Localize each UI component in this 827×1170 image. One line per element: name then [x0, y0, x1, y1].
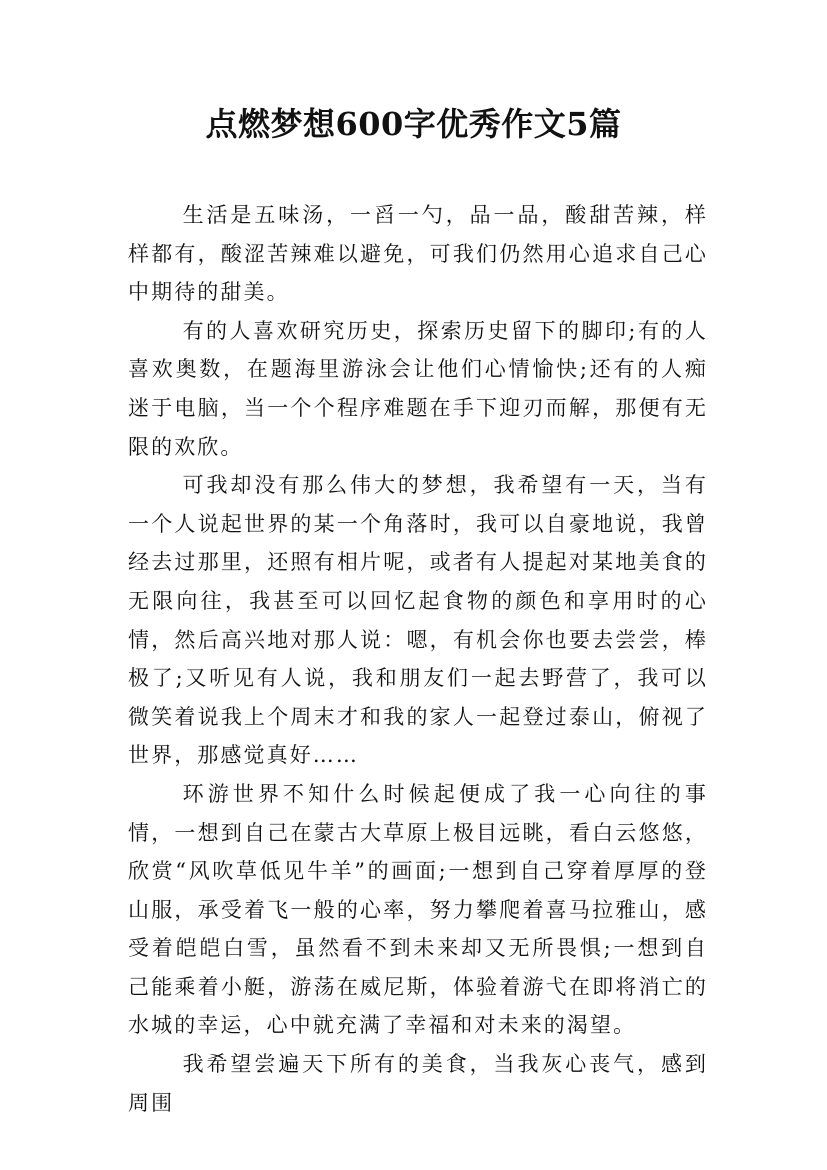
- document-body: [128, 196, 708, 1122]
- paragraph: 我希望尝遍天下所有的美食，当我灰心丧气，感到周围: [128, 1052, 708, 1115]
- paragraph: 生活是五味汤，一舀一勺，品一品，酸甜苦辣，样样都有，酸涩苦辣难以避免，可我们仍然用心追求自己心中期待的甜美。: [128, 203, 708, 305]
- paragraph: 有的人喜欢研究历史，探索历史留下的脚印;有的人喜欢奥数，在题海里游泳会让他们心情愉快;还有的人痴迷于电脑，当一个个程序难题在手下迎刃而解，那便有无限的欢欣。: [128, 318, 708, 459]
- paragraph: 环游世界不知什么时候起便成了我一心向往的事情，一想到自己在蒙古大草原上极目远眺，看白云悠悠，欣赏“风吹草低见牛羊”的画面;一想到自己穿着厚厚的登山服，承受着飞一般的心率，努力攀爬着喜马拉雅山，感受着皑皑白雪，虽然看不到未来却又无所畏惧;一想到自己能乘着小艇，游荡在威尼斯，体验着游弋在即将消亡的水城的幸运，心中就充满了幸福和对未来的渴望。: [128, 781, 708, 1038]
- document-title: 点燃梦想600字优秀作文5篇: [205, 105, 622, 143]
- paragraph: 可我却没有那么伟大的梦想，我希望有一天，当有一个人说起世界的某一个角落时，我可以自豪地说，我曾经去过那里，还照有相片呢，或者有人提起对某地美食的无限向往，我甚至可以回忆起食物的颜色和享用时的心情，然后高兴地对那人说：嗯，有机会你也要去尝尝，棒极了;又听见有人说，我和朋友们一起去野营了，我可以微笑着说我上个周末才和我的家人一起登过泰山，俯视了世界，那感觉真好……: [128, 473, 708, 768]
